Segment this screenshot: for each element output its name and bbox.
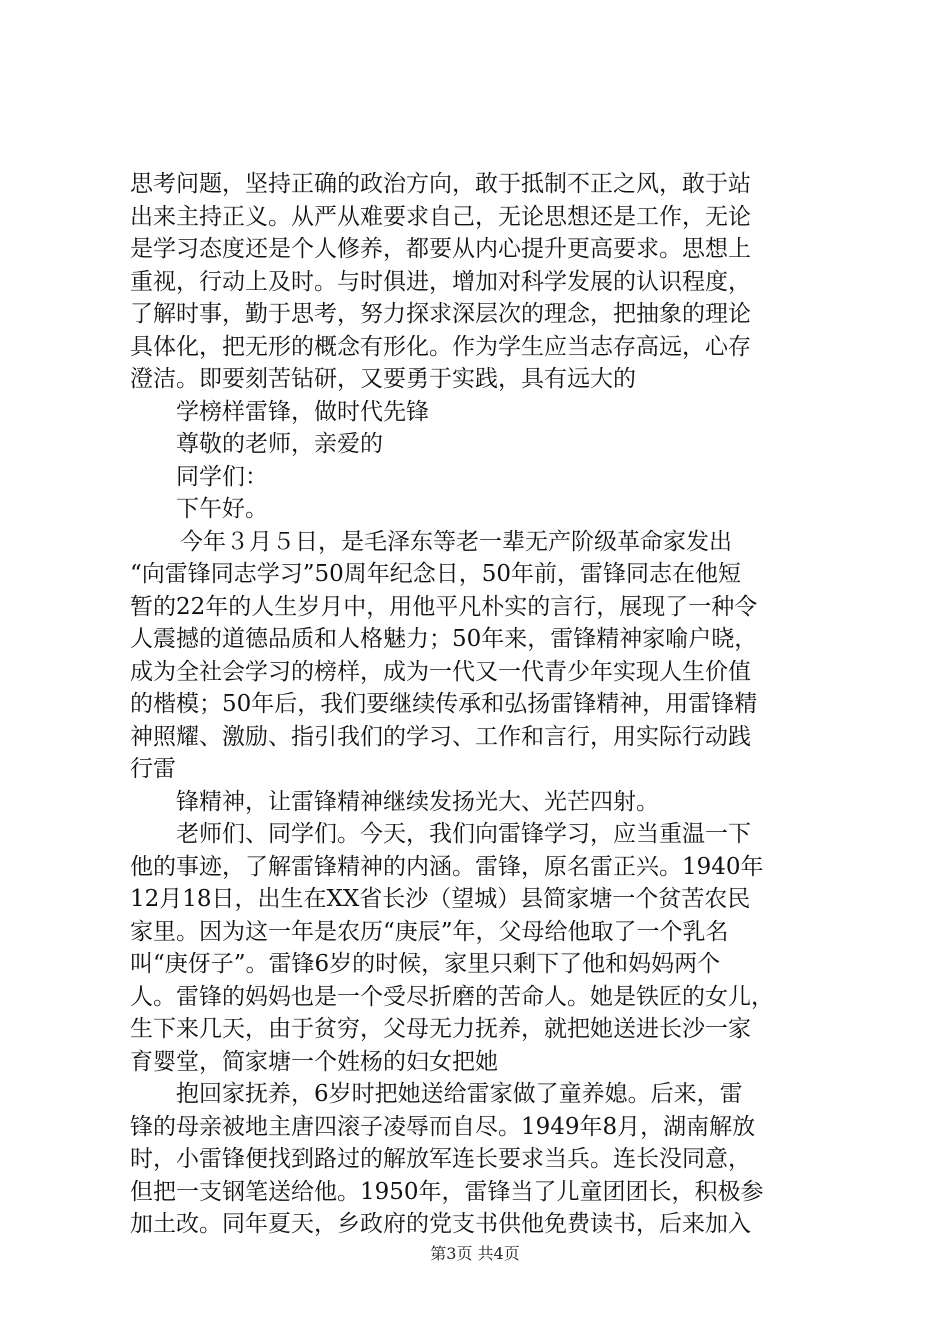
text-line: 锋精神，让雷锋精神继续发扬光大、光芒四射。 (176, 788, 659, 815)
text-line: 但把一支钢笔送给他。1950年，雷锋当了儿童团团长，积极参 (130, 1178, 764, 1205)
text-line: 人。雷锋的妈妈也是一个受尽折磨的苦命人。她是铁匠的女儿， (130, 983, 774, 1010)
speech-title: 学榜样雷锋，做时代先锋 (176, 398, 429, 425)
text-line: 锋的母亲被地主唐四滚子凌辱而自尽。1949年8月，湖南解放 (130, 1113, 756, 1140)
text-line: 暂的22年的人生岁月中，用他平凡朴实的言行，展现了一种令 (130, 593, 758, 620)
text-line: 的楷模；50年后，我们要继续传承和弘扬雷锋精神，用雷锋精 (130, 691, 758, 717)
text-line: 时，小雷锋便找到路过的解放军连长要求当兵。连长没同意， (130, 1146, 751, 1172)
text-line: 家里。因为这一年是农历“庚辰”年，父母给他取了一个乳名 (130, 918, 729, 945)
text-line: 思考问题，坚持正确的政治方向，敢于抵制不正之风，敢于站 (130, 171, 751, 197)
page-number-footer: 第3页 共4页 (430, 1244, 520, 1263)
text-line: 了解时事，勤于思考，努力探求深层次的理念，把抽象的理论 (130, 301, 751, 327)
text-line: 神照耀、激励、指引我们的学习、工作和言行，用实际行动践 (130, 723, 751, 750)
text-line: 叫“庚伢子”。雷锋6岁的时候，家里只剩下了他和妈妈两个 (130, 951, 721, 977)
text-line: 老师们、同学们。今天，我们向雷锋学习，应当重温一下 (176, 821, 751, 847)
text-line: 生下来几天，由于贫穷，父母无力抚养，就把她送进长沙一家 (130, 1016, 751, 1042)
text-line: 行雷 (130, 756, 176, 782)
text-line: 育婴堂，简家塘一个姓杨的妇女把她 (130, 1048, 498, 1075)
greeting-line: 下午好。 (176, 496, 268, 522)
text-line: 重视，行动上及时。与时俱进，增加对科学发展的认识程度， (130, 268, 751, 295)
text-line: 是学习态度还是个人修养，都要从内心提升更高要求。思想上 (130, 236, 751, 262)
text-line: 具体化，把无形的概念有形化。作为学生应当志存高远，心存 (130, 333, 751, 360)
text-line: 人震撼的道德品质和人格魅力；50年来，雷锋精神家喻户晓， (130, 626, 758, 652)
text-line: 加土改。同年夏天，乡政府的党支书供他免费读书，后来加入 (130, 1211, 751, 1237)
text-line: 抱回家抚养，6岁时把她送给雷家做了童养媳。后来，雷 (176, 1081, 743, 1107)
text-line: 今年３月５日，是毛泽东等老一辈无产阶级革命家发出 (180, 528, 732, 555)
text-line: 出来主持正义。从严从难要求自己，无论思想还是工作，无论 (130, 203, 751, 230)
salutation-line: 尊敬的老师，亲爱的 (176, 431, 383, 457)
text-line: 澄洁。即要刻苦钻研，又要勇于实践，具有远大的 (130, 366, 636, 392)
text-line: “向雷锋同志学习”50周年纪念日，50年前，雷锋同志在他短 (130, 561, 742, 587)
text-line: 成为全社会学习的榜样，成为一代又一代青少年实现人生价值 (130, 658, 751, 685)
text-line: 12月18日，出生在XX省长沙（望城）县简家塘一个贫苦农民 (130, 886, 751, 912)
text-line: 他的事迹，了解雷锋精神的内涵。雷锋，原名雷正兴。1940年 (130, 853, 764, 880)
document-body (130, 168, 830, 1241)
salutation-line: 同学们： (176, 463, 268, 490)
